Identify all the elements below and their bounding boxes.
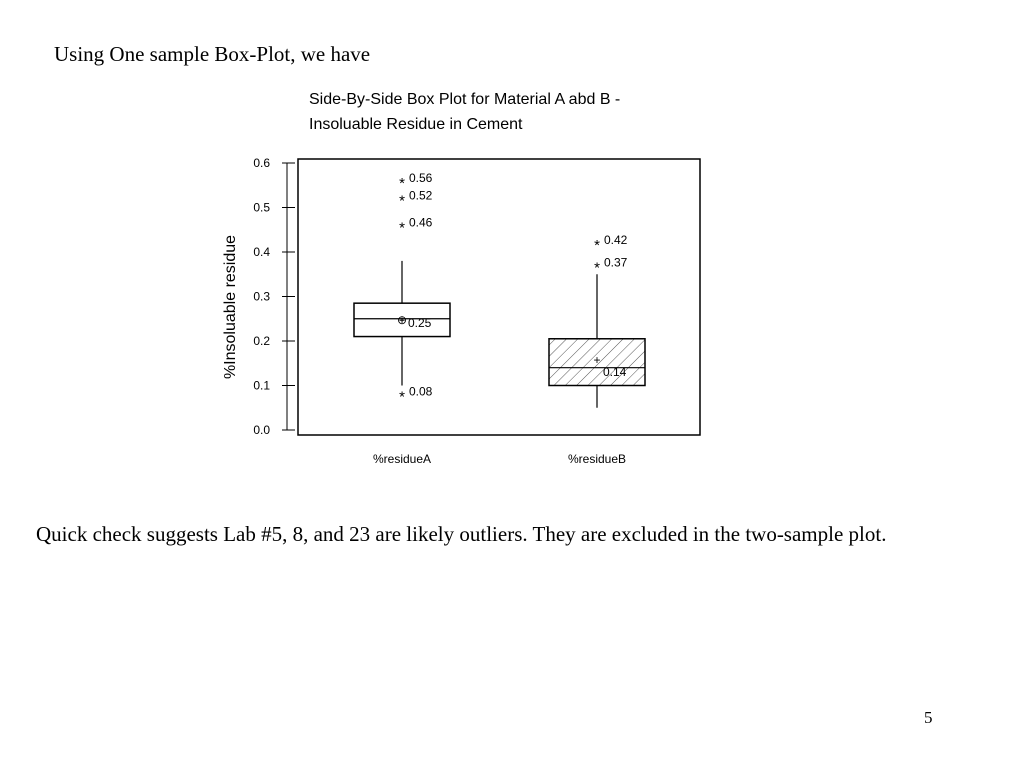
- y-tick-label: 0.4: [253, 245, 270, 259]
- page-number: 5: [924, 708, 933, 727]
- outlier-marker: *: [399, 219, 405, 237]
- slide-heading: Using One sample Box-Plot, we have: [54, 42, 371, 66]
- outlier-value-label: 0.42: [604, 233, 628, 248]
- outlier-value-label: 0.37: [604, 255, 628, 270]
- x-category-label: %residueB: [567, 452, 627, 466]
- chart-title-line: Side-By-Side Box Plot for Material A abd B -: [309, 91, 621, 108]
- outlier-value-label: 0.52: [409, 188, 433, 203]
- mean-value-label: 0.14: [603, 364, 627, 379]
- outlier-value-label: 0.46: [409, 215, 433, 230]
- chart-title-line: Insoluable Residue in Cement: [309, 116, 523, 133]
- outlier-marker: *: [399, 388, 405, 406]
- plot-frame: [298, 159, 700, 435]
- x-category-label: %residueA: [372, 452, 432, 466]
- outlier-marker: *: [399, 174, 405, 192]
- mean-value-label: 0.25: [408, 315, 432, 330]
- y-tick-label: 0.2: [253, 334, 270, 348]
- outlier-marker: *: [594, 259, 600, 277]
- outlier-marker: *: [399, 192, 405, 210]
- y-tick-label: 0.0: [253, 423, 270, 437]
- y-axis-label: %Insoluable residue: [222, 234, 239, 380]
- outlier-value-label: 0.56: [409, 170, 433, 185]
- mean-marker: +: [593, 352, 601, 367]
- y-tick-label: 0.3: [253, 289, 270, 304]
- y-tick-label: 0.1: [253, 378, 270, 393]
- mean-marker: ⊕: [396, 312, 408, 327]
- outlier-value-label: 0.08: [409, 384, 433, 399]
- slide-caption: Quick check suggests Lab #5, 8, and 23 are likely outliers. They are excluded in the two-sample plot.: [36, 522, 887, 546]
- outlier-marker: *: [594, 237, 600, 255]
- y-tick-label: 0.6: [253, 156, 270, 170]
- y-tick-label: 0.5: [253, 200, 270, 215]
